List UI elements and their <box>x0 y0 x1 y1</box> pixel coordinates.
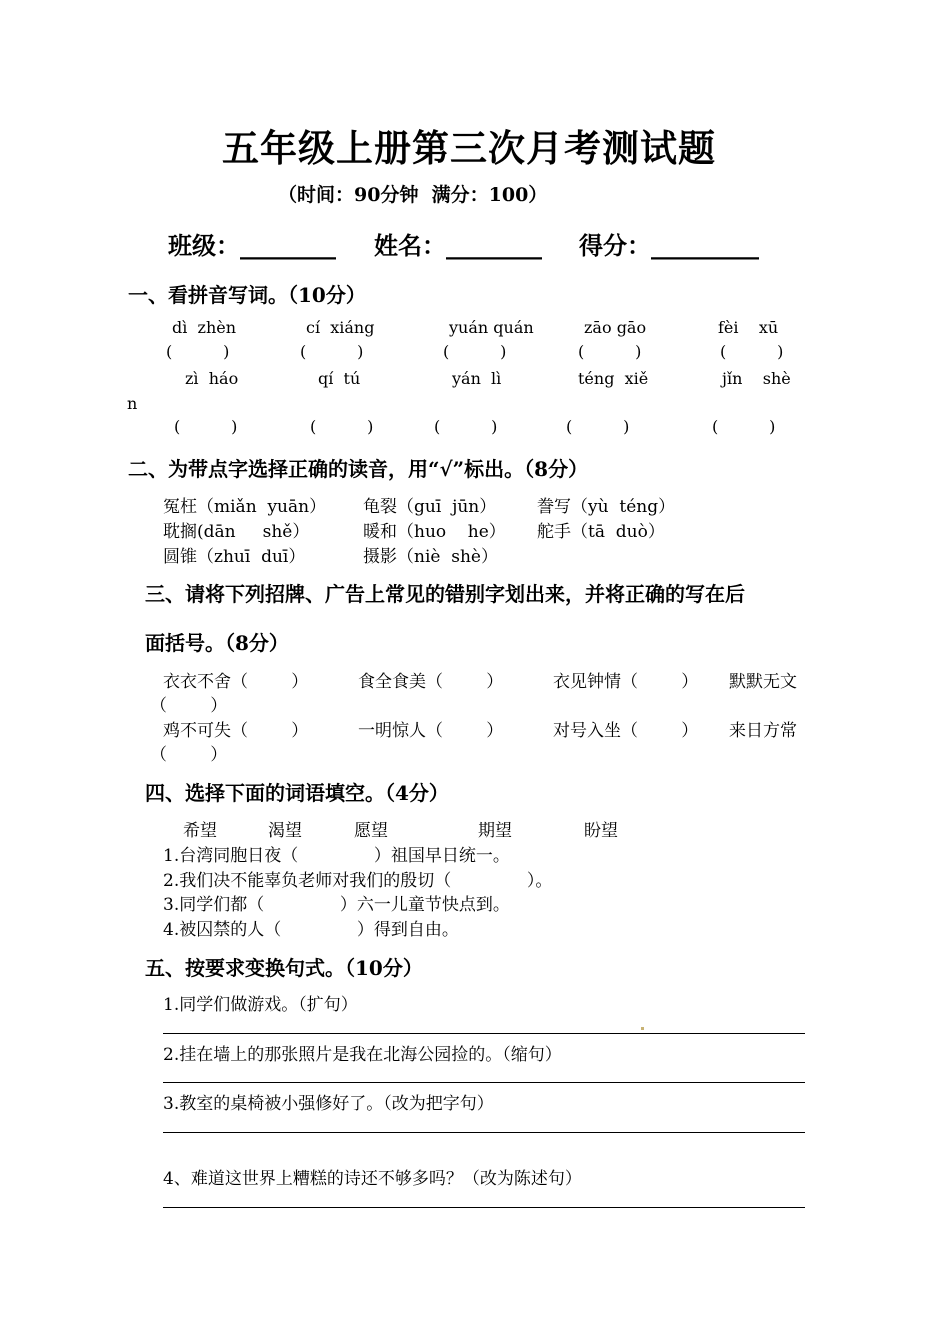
pinyin-zihao: zì háo <box>185 369 239 388</box>
fill-sentence[interactable]: 1.台湾同胞日夜（ ）祖国早日统一。 <box>163 846 510 866</box>
answer-paren[interactable]: ( ) <box>712 417 776 436</box>
word-option: 期望 <box>478 821 512 841</box>
fill-sentence[interactable]: 3.同学们都（ ）六一儿童节快点到。 <box>163 895 510 915</box>
pinyin-feixu: fèi xū <box>718 318 779 337</box>
word-option: 愿望 <box>354 821 388 841</box>
class-field-label: 班级：________ <box>168 231 336 260</box>
transform-question: 1.同学们做游戏。（扩句） <box>163 995 358 1015</box>
score-field-label: 得分：_________ <box>579 231 759 260</box>
pinyin-jinshe: jǐn shè <box>722 369 791 388</box>
name-field-label: 姓名：________ <box>374 231 542 260</box>
pinyin-yuanquan: yuán quán <box>449 318 534 337</box>
pinyin-tengxie: téng xiě <box>578 369 649 388</box>
fill-sentence[interactable]: 4.被囚禁的人（ ）得到自由。 <box>163 920 459 940</box>
answer-paren[interactable]: ( ) <box>434 417 498 436</box>
transform-question: 4、难道这世界上糟糕的诗还不够多吗？（改为陈述句） <box>163 1169 582 1189</box>
typo-item[interactable]: 鸡不可失（ ） <box>163 721 309 741</box>
transform-question: 2.挂在墙上的那张照片是我在北海公园捡的。（缩句） <box>163 1045 562 1065</box>
pinyin-zaogao: zāo gāo <box>584 318 647 337</box>
typo-item[interactable]: 对号入坐（ ） <box>553 721 699 741</box>
reading-item[interactable]: 冤枉（miǎn yuān） <box>163 497 327 517</box>
reading-item[interactable]: 圆锥（zhuī duī） <box>163 547 306 567</box>
typo-item[interactable]: 衣见钟情（ ） <box>553 672 699 692</box>
ink-speck <box>641 1027 644 1030</box>
word-option: 盼望 <box>584 821 618 841</box>
section2-heading: 二、为带点字选择正确的读音，用“√”标出。（8分） <box>128 457 589 481</box>
reading-item[interactable]: 誊写（yù téng） <box>537 497 676 517</box>
typo-wrap-paren[interactable]: （ ） <box>150 745 228 765</box>
word-option: 渴望 <box>268 821 302 841</box>
answer-paren[interactable]: ( ) <box>443 342 507 361</box>
page-title: 五年级上册第三次月考测试题 <box>222 126 716 170</box>
answer-line[interactable] <box>163 1132 805 1133</box>
transform-question: 3.教室的桌椅被小强修好了。（改为把字句） <box>163 1094 494 1114</box>
answer-line[interactable] <box>163 1207 805 1208</box>
reading-item[interactable]: 舵手（tā duò） <box>537 522 665 542</box>
reading-item[interactable]: 摄影（niè shè） <box>363 547 498 567</box>
answer-paren[interactable]: ( ) <box>578 342 642 361</box>
section1-heading: 一、看拼音写词。（10分） <box>128 283 366 307</box>
typo-item[interactable]: 一明惊人（ ） <box>358 721 504 741</box>
fill-sentence[interactable]: 2.我们决不能辜负老师对我们的殷切（ ）。 <box>163 871 553 891</box>
typo-item[interactable]: 来日方常 <box>729 721 797 741</box>
answer-paren[interactable]: ( ) <box>174 417 238 436</box>
reading-item[interactable]: 暖和（huo he） <box>363 522 506 542</box>
pinyin-dizhen: dì zhèn <box>172 318 237 337</box>
word-option: 希望 <box>183 821 217 841</box>
answer-paren[interactable]: ( ) <box>166 342 230 361</box>
typo-item[interactable]: 默默无文 <box>729 672 797 692</box>
reading-item[interactable]: 耽搁(dān shě） <box>163 522 310 542</box>
answer-line[interactable] <box>163 1033 805 1034</box>
answer-paren[interactable]: ( ) <box>300 342 364 361</box>
exam-time-score: （时间：90分钟 满分：100） <box>278 184 548 206</box>
answer-line[interactable] <box>163 1082 805 1083</box>
pinyin-yanli: yán lì <box>452 369 502 388</box>
pinyin-cixiang: cí xiáng <box>306 318 375 337</box>
typo-wrap-paren[interactable]: （ ） <box>150 696 228 716</box>
pinyin-wrap-n: n <box>127 394 138 413</box>
section3-heading-line1: 三、请将下列招牌、广告上常见的错别字划出来，并将正确的写在后 <box>145 582 745 606</box>
answer-paren[interactable]: ( ) <box>720 342 784 361</box>
pinyin-qitu: qí tú <box>318 369 361 388</box>
reading-item[interactable]: 龟裂（guī jūn） <box>363 497 497 517</box>
section4-heading: 四、选择下面的词语填空。（4分） <box>145 781 449 805</box>
typo-item[interactable]: 食全食美（ ） <box>358 672 504 692</box>
section5-heading: 五、按要求变换句式。（10分） <box>145 956 423 980</box>
answer-paren[interactable]: ( ) <box>310 417 374 436</box>
section3-heading-line2: 面括号。（8分） <box>145 631 289 655</box>
answer-paren[interactable]: ( ) <box>566 417 630 436</box>
typo-item[interactable]: 衣衣不舍（ ） <box>163 672 309 692</box>
